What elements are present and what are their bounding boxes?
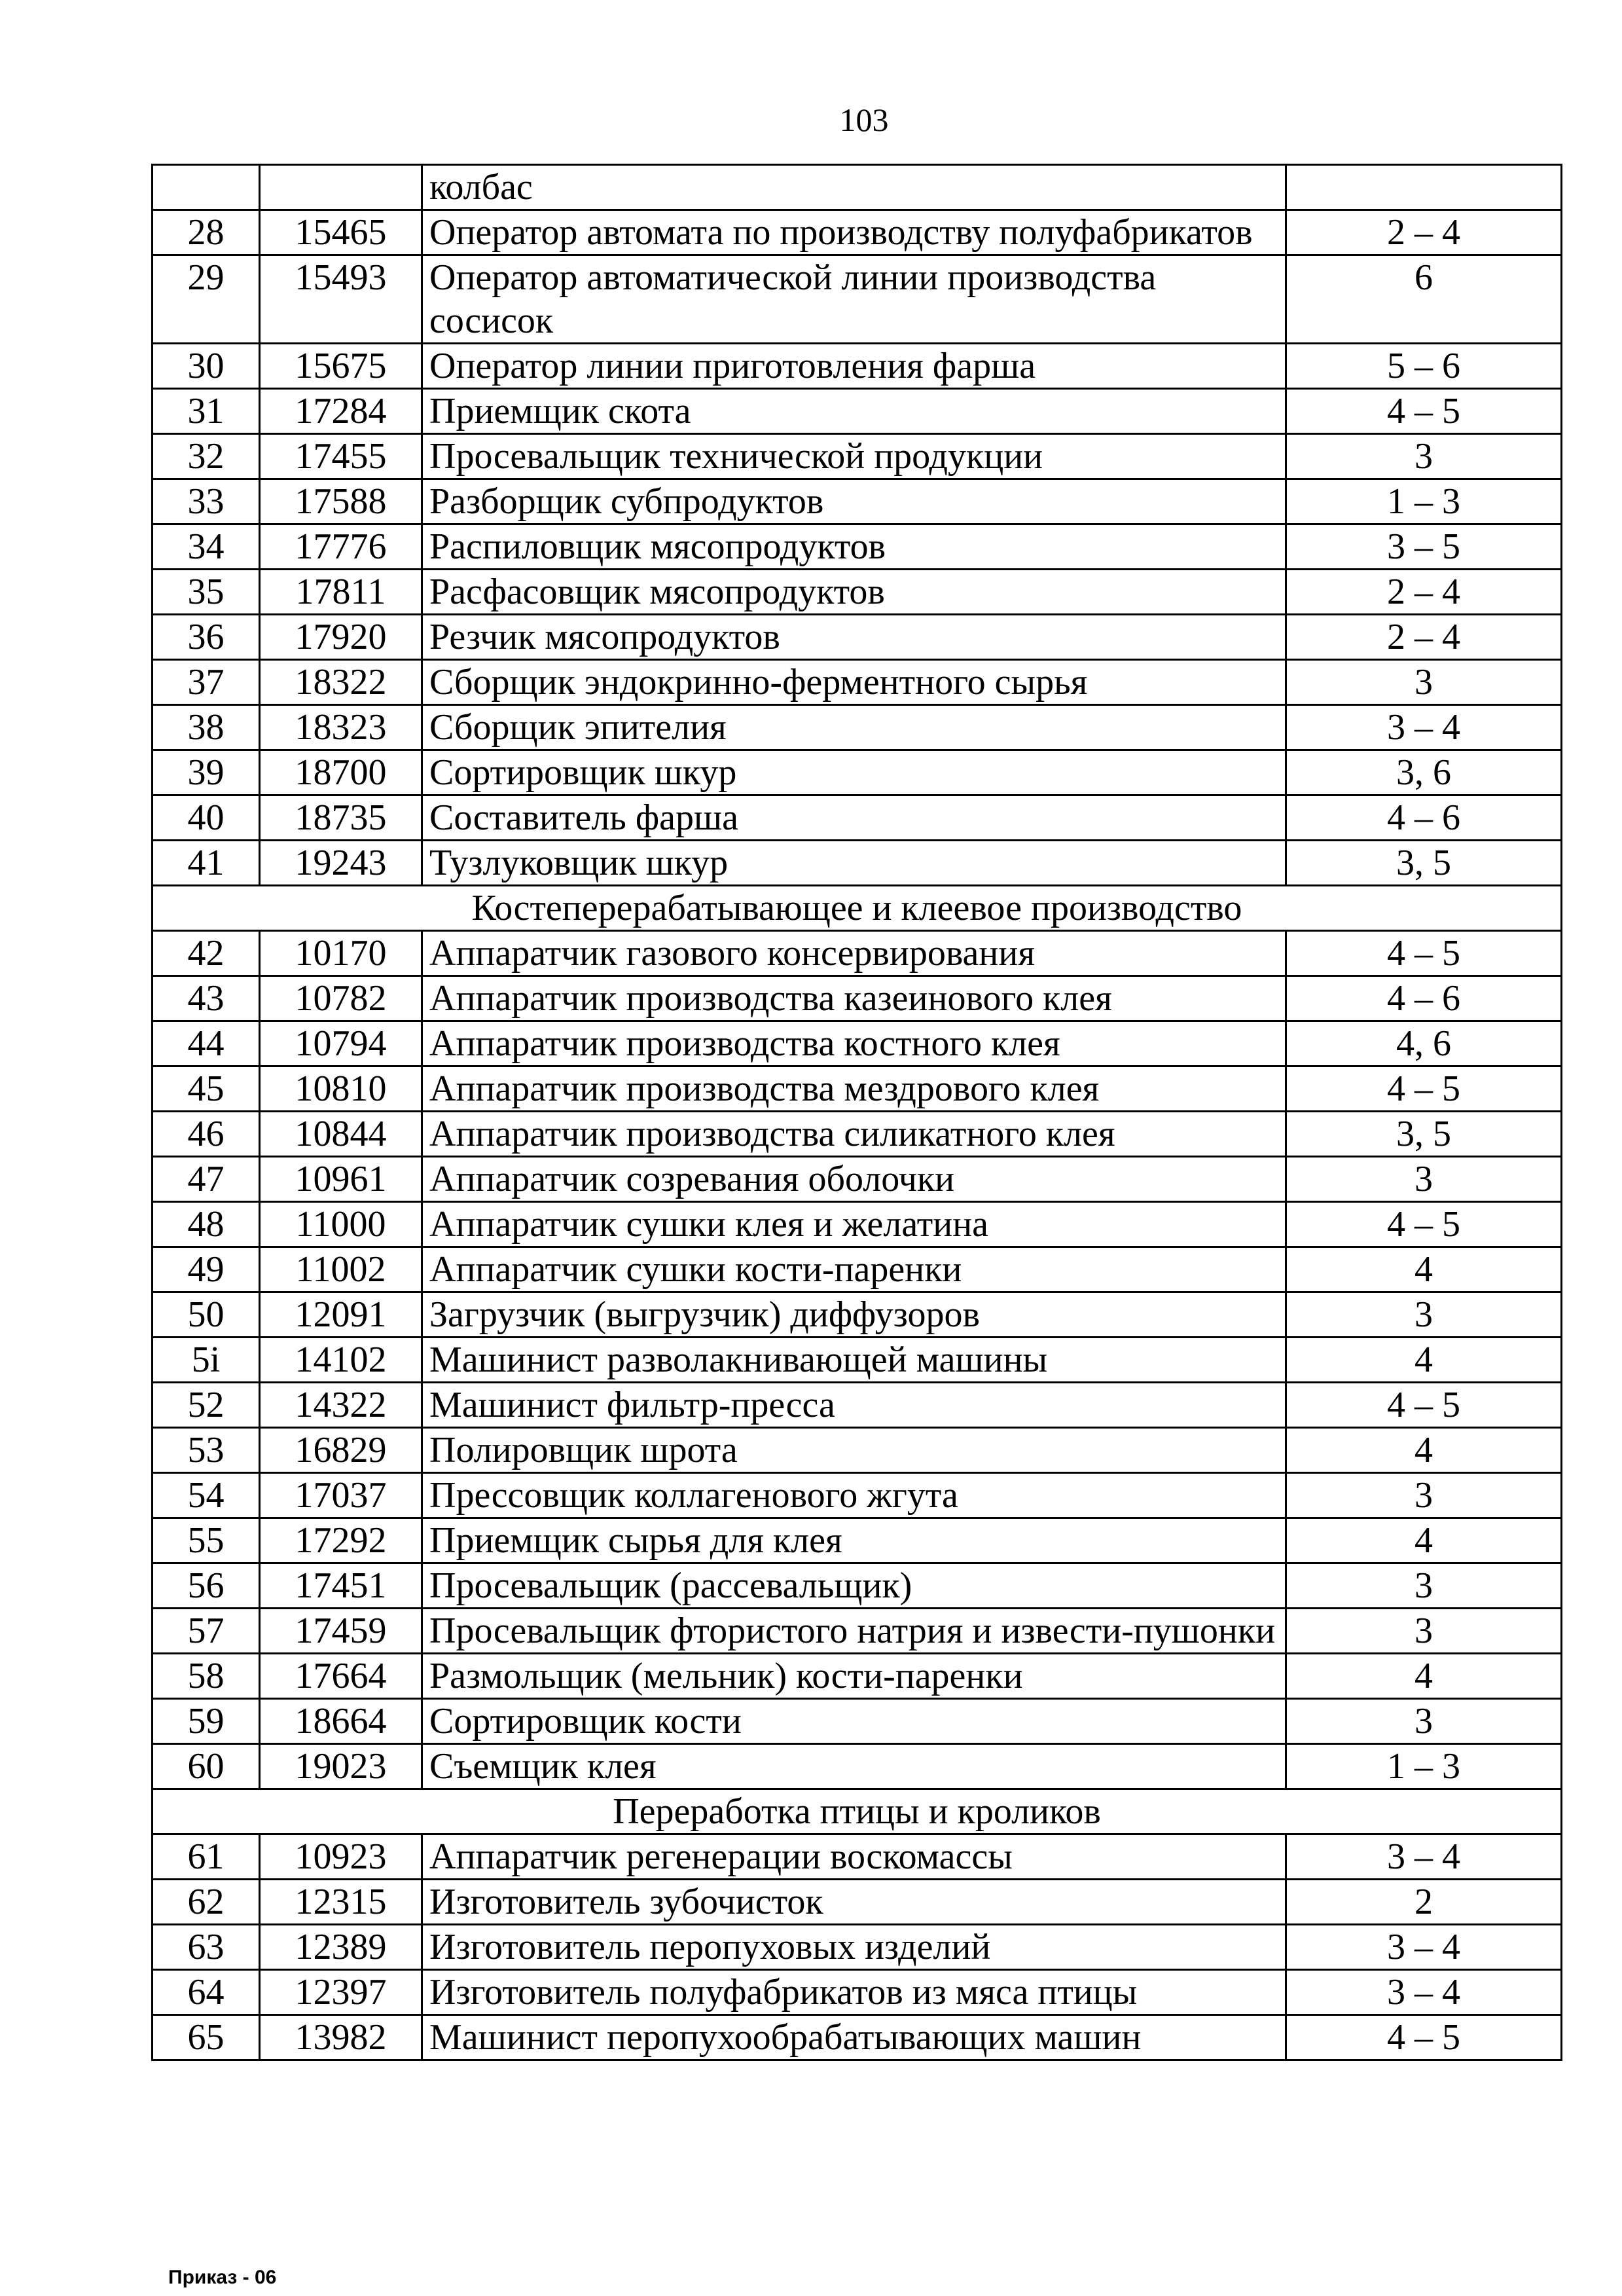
- row-number: 46: [153, 1112, 260, 1157]
- profession-name: Аппаратчик созревания оболочки: [422, 1157, 1286, 1202]
- profession-name: Просевальщик (рассевальщик): [422, 1563, 1286, 1609]
- grade-range: 3, 5: [1286, 841, 1562, 886]
- table-row: [153, 931, 1562, 976]
- profession-name: Приемщик сырья для клея: [422, 1518, 1286, 1563]
- row-number: 31: [153, 389, 260, 434]
- table-row: [153, 1247, 1562, 1292]
- profession-name: Машинист разволакнивающей машины: [422, 1338, 1286, 1383]
- table-row: [153, 1202, 1562, 1247]
- table-row: [153, 1744, 1562, 1789]
- profession-code: 17292: [260, 1518, 422, 1563]
- table-row: [153, 1880, 1562, 1925]
- profession-name: Сборщик эндокринно-ферментного сырья: [422, 660, 1286, 705]
- profession-code: 10782: [260, 976, 422, 1021]
- grade-range: 3: [1286, 1292, 1562, 1338]
- profession-code: 17664: [260, 1654, 422, 1699]
- table-row: [153, 841, 1562, 886]
- row-number: 53: [153, 1428, 260, 1473]
- row-number: [153, 165, 260, 210]
- profession-name: Аппаратчик производства силикатного клея: [422, 1112, 1286, 1157]
- profession-code: 18323: [260, 705, 422, 750]
- grade-range: 4 – 6: [1286, 795, 1562, 841]
- profession-name: Аппаратчик газового консервирования: [422, 931, 1286, 976]
- row-number: 63: [153, 1925, 260, 1970]
- profession-name: Сортировщик кости: [422, 1699, 1286, 1744]
- profession-code: 10844: [260, 1112, 422, 1157]
- profession-name: Изготовитель перопуховых изделий: [422, 1925, 1286, 1970]
- table-row: [153, 1428, 1562, 1473]
- profession-name: Полировщик шрота: [422, 1428, 1286, 1473]
- grade-range: 4 – 5: [1286, 931, 1562, 976]
- grade-range: 3: [1286, 1563, 1562, 1609]
- grade-range: 3 – 4: [1286, 705, 1562, 750]
- profession-code: 14322: [260, 1383, 422, 1428]
- table-row: [153, 210, 1562, 255]
- profession-name: Резчик мясопродуктов: [422, 615, 1286, 660]
- row-number: 41: [153, 841, 260, 886]
- profession-code: 12389: [260, 1925, 422, 1970]
- row-number: 54: [153, 1473, 260, 1518]
- profession-code: 11002: [260, 1247, 422, 1292]
- row-number: 5i: [153, 1338, 260, 1383]
- table-row: [153, 1338, 1562, 1383]
- row-number: 33: [153, 479, 260, 524]
- table-row: [153, 165, 1562, 210]
- row-number: 38: [153, 705, 260, 750]
- grade-range: 4: [1286, 1247, 1562, 1292]
- profession-code: 12091: [260, 1292, 422, 1338]
- row-number: 65: [153, 2015, 260, 2060]
- profession-code: 13982: [260, 2015, 422, 2060]
- row-number: 43: [153, 976, 260, 1021]
- profession-code: [260, 165, 422, 210]
- profession-name: Сборщик эпителия: [422, 705, 1286, 750]
- table-row: [153, 2015, 1562, 2060]
- table-row: [153, 1473, 1562, 1518]
- row-number: 29: [153, 255, 260, 344]
- profession-name: Машинист перопухообрабатывающих машин: [422, 2015, 1286, 2060]
- profession-code: 14102: [260, 1338, 422, 1383]
- grade-range: 3, 5: [1286, 1112, 1562, 1157]
- profession-name: Размольщик (мельник) кости-паренки: [422, 1654, 1286, 1699]
- profession-code: 15675: [260, 344, 422, 389]
- grade-range: 3 – 5: [1286, 524, 1562, 570]
- grade-range: 3 – 4: [1286, 1834, 1562, 1880]
- row-number: 56: [153, 1563, 260, 1609]
- profession-name: Оператор автоматической линии производства сосисок: [422, 255, 1286, 344]
- grade-range: 3: [1286, 1609, 1562, 1654]
- profession-code: 18700: [260, 750, 422, 795]
- section-title: Переработка птицы и кроликов: [153, 1789, 1562, 1834]
- profession-code: 17588: [260, 479, 422, 524]
- table-row: [153, 1021, 1562, 1066]
- footer-order-label: Приказ - 06: [168, 2267, 277, 2288]
- profession-name: Аппаратчик регенерации воскомассы: [422, 1834, 1286, 1880]
- table-row: [153, 1383, 1562, 1428]
- grade-range: 4: [1286, 1518, 1562, 1563]
- profession-code: 10961: [260, 1157, 422, 1202]
- grade-range: 4 – 5: [1286, 1202, 1562, 1247]
- grade-range: 1 – 3: [1286, 1744, 1562, 1789]
- section-title: Костеперерабатывающее и клеевое производство: [153, 886, 1562, 931]
- table-row: [153, 434, 1562, 479]
- profession-code: 18664: [260, 1699, 422, 1744]
- table-row: [153, 570, 1562, 615]
- profession-code: 12397: [260, 1970, 422, 2015]
- profession-name: Просевальщик фтористого натрия и извести-пушонки: [422, 1609, 1286, 1654]
- grade-range: 3 – 4: [1286, 1970, 1562, 2015]
- profession-code: 17284: [260, 389, 422, 434]
- table-row: [153, 1609, 1562, 1654]
- row-number: 49: [153, 1247, 260, 1292]
- table-row: [153, 1292, 1562, 1338]
- profession-name: Сортировщик шкур: [422, 750, 1286, 795]
- table-row: [153, 1970, 1562, 2015]
- table-row: [153, 660, 1562, 705]
- row-number: 37: [153, 660, 260, 705]
- profession-code: 17459: [260, 1609, 422, 1654]
- profession-name: Оператор автомата по производству полуфабрикатов: [422, 210, 1286, 255]
- grade-range: 3: [1286, 434, 1562, 479]
- row-number: 59: [153, 1699, 260, 1744]
- row-number: 61: [153, 1834, 260, 1880]
- grade-range: 3, 6: [1286, 750, 1562, 795]
- profession-code: 15493: [260, 255, 422, 344]
- grade-range: 1 – 3: [1286, 479, 1562, 524]
- row-number: 34: [153, 524, 260, 570]
- table-row: [153, 1563, 1562, 1609]
- grade-range: 2: [1286, 1880, 1562, 1925]
- section-header-row: [153, 1789, 1562, 1834]
- row-number: 30: [153, 344, 260, 389]
- table-row: [153, 1654, 1562, 1699]
- profession-name: Распиловщик мясопродуктов: [422, 524, 1286, 570]
- profession-name: Оператор линии приготовления фарша: [422, 344, 1286, 389]
- grade-range: 3: [1286, 660, 1562, 705]
- row-number: 48: [153, 1202, 260, 1247]
- grade-range: 4: [1286, 1654, 1562, 1699]
- profession-name: Приемщик скота: [422, 389, 1286, 434]
- row-number: 39: [153, 750, 260, 795]
- grade-range: 4 – 5: [1286, 389, 1562, 434]
- grade-range: 4 – 5: [1286, 1383, 1562, 1428]
- profession-code: 17451: [260, 1563, 422, 1609]
- table-row: [153, 524, 1562, 570]
- table-row: [153, 1157, 1562, 1202]
- profession-name: Аппаратчик производства казеинового клея: [422, 976, 1286, 1021]
- table-row: [153, 1925, 1562, 1970]
- profession-name: Разборщик субпродуктов: [422, 479, 1286, 524]
- row-number: 28: [153, 210, 260, 255]
- profession-code: 17920: [260, 615, 422, 660]
- grade-range: 3: [1286, 1699, 1562, 1744]
- profession-code: 16829: [260, 1428, 422, 1473]
- row-number: 62: [153, 1880, 260, 1925]
- table-row: [153, 344, 1562, 389]
- profession-name: колбас: [422, 165, 1286, 210]
- profession-name: Аппаратчик производства костного клея: [422, 1021, 1286, 1066]
- table-row: [153, 615, 1562, 660]
- profession-code: 10794: [260, 1021, 422, 1066]
- profession-code: 18322: [260, 660, 422, 705]
- profession-code: 11000: [260, 1202, 422, 1247]
- table-row: [153, 1518, 1562, 1563]
- profession-code: 19243: [260, 841, 422, 886]
- grade-range: 3: [1286, 1157, 1562, 1202]
- table-row: [153, 1699, 1562, 1744]
- profession-code: 12315: [260, 1880, 422, 1925]
- profession-code: 19023: [260, 1744, 422, 1789]
- profession-code: 10923: [260, 1834, 422, 1880]
- table-row: [153, 1112, 1562, 1157]
- profession-code: 17037: [260, 1473, 422, 1518]
- profession-name: Просевальщик технической продукции: [422, 434, 1286, 479]
- table-row: [153, 479, 1562, 524]
- row-number: 52: [153, 1383, 260, 1428]
- row-number: 44: [153, 1021, 260, 1066]
- row-number: 55: [153, 1518, 260, 1563]
- row-number: 58: [153, 1654, 260, 1699]
- row-number: 60: [153, 1744, 260, 1789]
- row-number: 42: [153, 931, 260, 976]
- profession-name: Тузлуковщик шкур: [422, 841, 1286, 886]
- row-number: 35: [153, 570, 260, 615]
- row-number: 40: [153, 795, 260, 841]
- grade-range: 4, 6: [1286, 1021, 1562, 1066]
- section-header-row: [153, 886, 1562, 931]
- row-number: 64: [153, 1970, 260, 2015]
- profession-code: 18735: [260, 795, 422, 841]
- table-row: [153, 1066, 1562, 1112]
- grade-range: 6: [1286, 255, 1562, 344]
- profession-name: Съемщик клея: [422, 1744, 1286, 1789]
- grade-range: 4: [1286, 1428, 1562, 1473]
- grade-range: 3 – 4: [1286, 1925, 1562, 1970]
- profession-code: 15465: [260, 210, 422, 255]
- row-number: 36: [153, 615, 260, 660]
- table-row: [153, 389, 1562, 434]
- row-number: 45: [153, 1066, 260, 1112]
- table-row: [153, 750, 1562, 795]
- profession-code: 17776: [260, 524, 422, 570]
- profession-name: Аппаратчик сушки клея и желатина: [422, 1202, 1286, 1247]
- profession-name: Изготовитель полуфабрикатов из мяса птицы: [422, 1970, 1286, 2015]
- profession-name: Расфасовщик мясопродуктов: [422, 570, 1286, 615]
- profession-name: Загрузчик (выгрузчик) диффузоров: [422, 1292, 1286, 1338]
- table-row: [153, 705, 1562, 750]
- profession-name: Машинист фильтр-пресса: [422, 1383, 1286, 1428]
- grade-range: 4 – 6: [1286, 976, 1562, 1021]
- grade-range: 3: [1286, 1473, 1562, 1518]
- profession-code: 10810: [260, 1066, 422, 1112]
- row-number: 57: [153, 1609, 260, 1654]
- row-number: 32: [153, 434, 260, 479]
- profession-code: 10170: [260, 931, 422, 976]
- row-number: 50: [153, 1292, 260, 1338]
- profession-name: Составитель фарша: [422, 795, 1286, 841]
- grade-range: 2 – 4: [1286, 570, 1562, 615]
- grade-range: 4 – 5: [1286, 1066, 1562, 1112]
- profession-name: Аппаратчик производства мездрового клея: [422, 1066, 1286, 1112]
- profession-code: 17811: [260, 570, 422, 615]
- grade-range: 2 – 4: [1286, 615, 1562, 660]
- page-number: 103: [839, 101, 889, 138]
- profession-name: Изготовитель зубочисток: [422, 1880, 1286, 1925]
- professions-table: [151, 164, 1562, 2061]
- table-row: [153, 255, 1562, 344]
- table-row: [153, 1834, 1562, 1880]
- table-row: [153, 795, 1562, 841]
- row-number: 47: [153, 1157, 260, 1202]
- grade-range: 4 – 5: [1286, 2015, 1562, 2060]
- profession-name: Аппаратчик сушки кости-паренки: [422, 1247, 1286, 1292]
- profession-code: 17455: [260, 434, 422, 479]
- table-row: [153, 976, 1562, 1021]
- grade-range: [1286, 165, 1562, 210]
- grade-range: 2 – 4: [1286, 210, 1562, 255]
- profession-name: Прессовщик коллагенового жгута: [422, 1473, 1286, 1518]
- grade-range: 4: [1286, 1338, 1562, 1383]
- grade-range: 5 – 6: [1286, 344, 1562, 389]
